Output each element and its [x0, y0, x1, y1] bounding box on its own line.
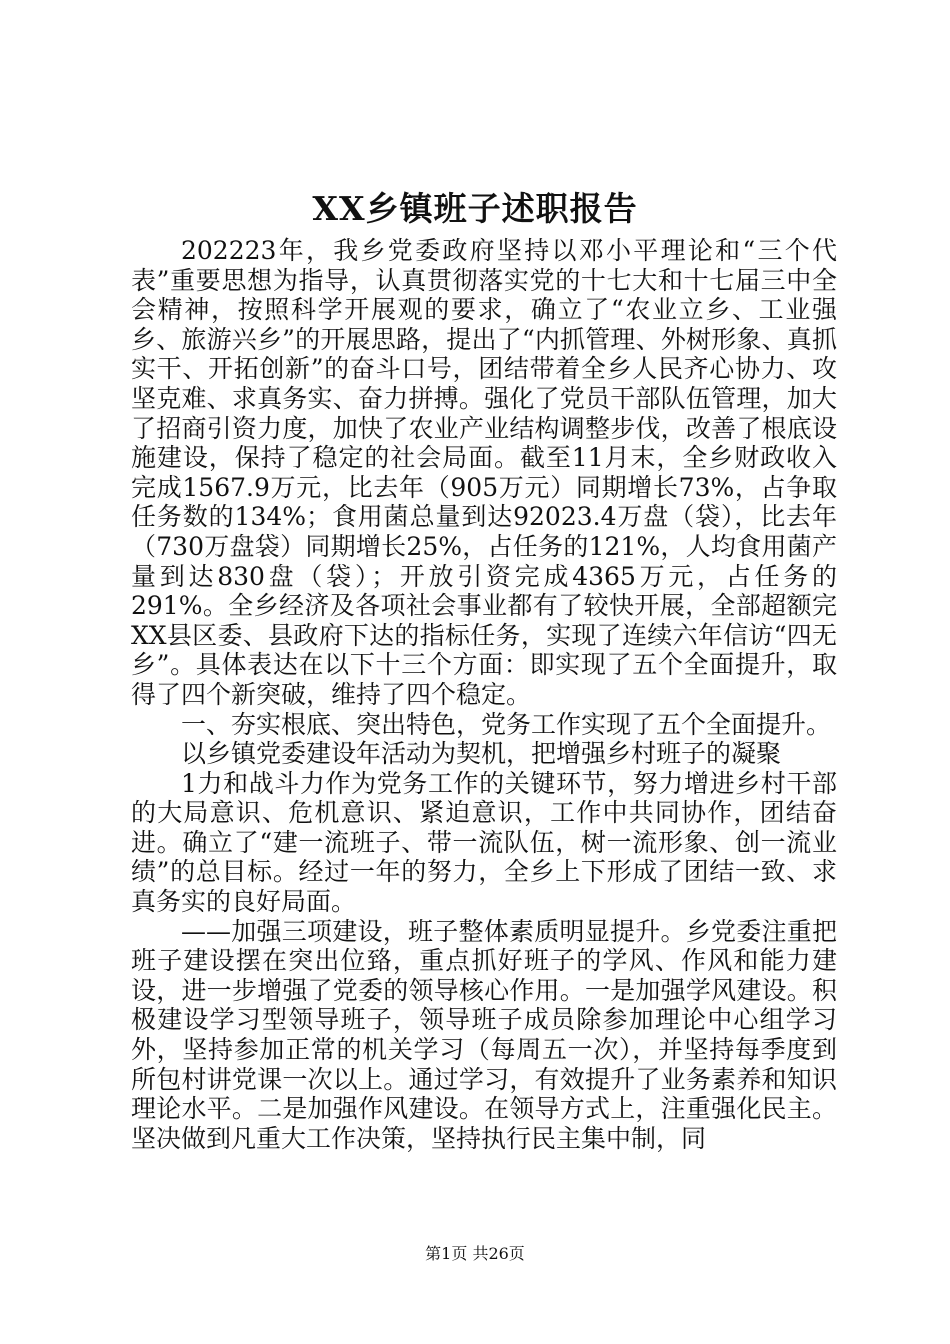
paragraph-section-lead: 以乡镇党委建设年活动为契机，把增强乡村班子的凝聚: [181, 739, 782, 769]
paragraph-intro: 202223年，我乡党委政府坚持以邓小平理论和“三个代表”重要思想为指导，认真贯彻落实党的十七大和十七届三中全会精神，按照科学开展观的要求，确立了“农业立乡、工业强乡、旅游兴乡”的开展思路，提出了“内抓管理、外树形象、真抓实干、开拓创新”的奋斗口号，团结带着全乡人民齐心协力、攻坚克难、求真务实、奋力拼搏。强化了党员干部队伍管理，加大了招商引资力度，加快了农业产业结构调整步伐，改善了根底设施建设，保持了稳定的社会局面。截至11月末，全乡财政收入完成1567.9万元，比去年（905万元）同期增长73%，占争取任务数的134%；食用菌总量到达92023.4万盘（袋），比去年（730万盘袋）同期增长25%，占任务的121%，人均食用菌产量到达830盘（袋）；开放引资完成4365万元，占任务的291%。全乡经济及各项社会事业都有了较快开展，全部超额完XX县区委、县政府下达的指标任务，实现了连续六年信访“四无乡”。具体表达在以下十三个方面：即实现了五个全面提升，取得了四个新突破，维持了四个稳定。: [131, 236, 837, 709]
paragraph-three-constructions: ——加强三项建设，班子整体素质明显提升。乡党委注重把班子建设摆在突出位臵，重点抓好班子的学风、作风和能力建设，进一步增强了党委的领导核心作用。一是加强学风建设。积极建设学习型领导班子，领导班子成员除参加理论中心组学习外，坚持参加正常的机关学习（每周五一次），并坚持每季度到所包村讲党课一次以上。通过学习，有效提升了业务素养和知识理论水平。二是加强作风建设。在领导方式上，注重强化民主。坚决做到凡重大工作决策，坚持执行民主集中制，同: [131, 916, 837, 1153]
paragraph-section-body: 1力和战斗力作为党务工作的关键环节，努力增进乡村干部的大局意识、危机意识、紧迫意识，工作中共同协作，团结奋进。确立了“建一流班子、带一流队伍，树一流形象、创一流业绩”的总目标。经过一年的努力，全乡上下形成了团结一致、求真务实的良好局面。: [131, 768, 837, 917]
document-body: [131, 236, 837, 1153]
document-title: XX乡镇班子述职报告: [312, 189, 638, 228]
page-footer: 第1页 共26页: [425, 1244, 525, 1263]
paragraph-section-heading: 一、夯实根底、突出特色，党务工作实现了五个全面提升。: [181, 709, 832, 739]
